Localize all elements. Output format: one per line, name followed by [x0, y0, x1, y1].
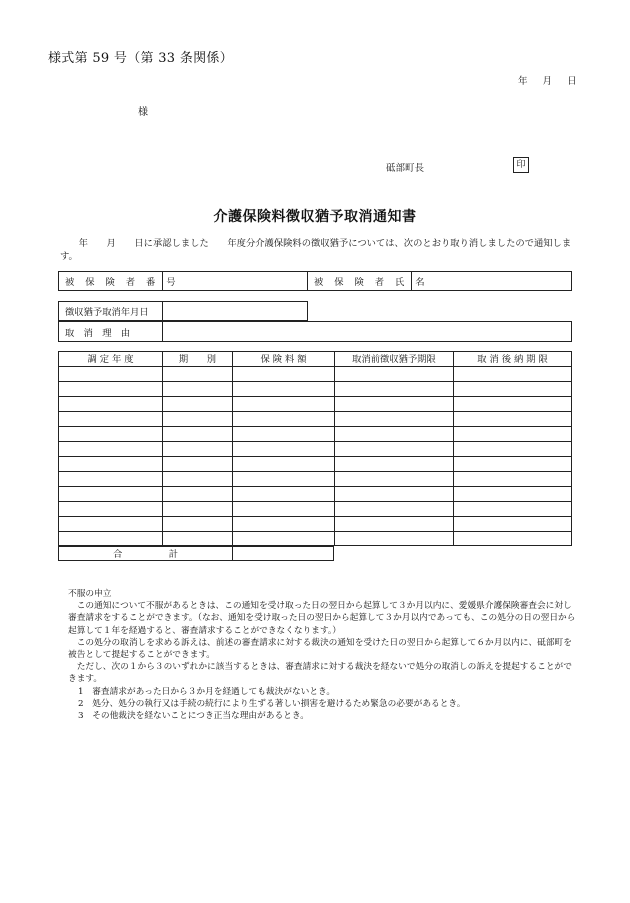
detail-cell[interactable]: [232, 531, 334, 546]
objection-paragraph: この通知について不服があるときは、この通知を受け取った日の翌日から起算して３か月以内に、愛媛県介護保険審査会に対し審査請求をすることができます。（なお、通知を受け取った日の翌日から起算して３か月以内であっても、この処分の日の翌日から起算して１年を経過すると、審査請求することができなくなります。）: [68, 601, 576, 636]
detail-row: [58, 381, 572, 396]
detail-cell[interactable]: [162, 396, 232, 411]
detail-cell[interactable]: [162, 531, 232, 546]
detail-row: [58, 516, 572, 531]
detail-cell[interactable]: [453, 531, 572, 546]
detail-row: [58, 396, 572, 411]
detail-header-cell: 期 別: [162, 351, 232, 366]
objection-heading: 不服の申立: [68, 589, 112, 599]
insured-name-label: 被 保 険 者 氏 名: [308, 272, 412, 291]
detail-cell[interactable]: [58, 441, 162, 456]
detail-cell[interactable]: [232, 381, 334, 396]
objection-item: 3 その他裁決を経ないことにつき正当な理由があるとき。: [78, 711, 309, 722]
detail-cell[interactable]: [58, 516, 162, 531]
detail-cell[interactable]: [232, 501, 334, 516]
detail-total-row: [58, 546, 572, 561]
detail-cell[interactable]: [232, 396, 334, 411]
detail-table: [58, 351, 572, 561]
detail-cell[interactable]: [453, 441, 572, 456]
detail-cell[interactable]: [162, 381, 232, 396]
detail-cell[interactable]: [334, 381, 453, 396]
detail-header-cell: 取消前徴収猶予期限: [334, 351, 453, 366]
detail-cell[interactable]: [58, 456, 162, 471]
detail-cell[interactable]: [453, 516, 572, 531]
detail-cell[interactable]: [334, 441, 453, 456]
date-year-label: 年: [518, 76, 528, 87]
detail-cell[interactable]: [58, 366, 162, 381]
detail-row: [58, 501, 572, 516]
detail-row: [58, 366, 572, 381]
detail-row: [58, 486, 572, 501]
cancel-date-label: 徴収猶予取消年月日: [59, 302, 163, 321]
document-title: 介護保険料徴収猶予取消通知書: [213, 209, 417, 225]
insured-name-field[interactable]: [412, 272, 572, 291]
detail-cell[interactable]: [162, 411, 232, 426]
reason-table: [58, 321, 572, 342]
detail-header-cell: 保 険 料 額: [232, 351, 334, 366]
reason-label: 取 消 理 由: [59, 322, 163, 342]
detail-cell[interactable]: [232, 366, 334, 381]
objection-section: [68, 588, 578, 722]
detail-cell[interactable]: [334, 501, 453, 516]
objection-paragraph: この処分の取消しを求める訴えは、前述の審査請求に対する裁決の通知を受けた日の翌日から起算して６か月以内に、砥部町を被告として提起することができます。: [68, 637, 572, 661]
detail-cell[interactable]: [334, 411, 453, 426]
form-number: 様式第 59 号（第 33 条関係）: [48, 51, 234, 66]
cancel-date-field[interactable]: [163, 302, 308, 321]
addressee-suffix: 様: [138, 107, 148, 118]
date-day-label: 日: [567, 76, 577, 87]
detail-cell[interactable]: [453, 426, 572, 441]
detail-cell[interactable]: [453, 501, 572, 516]
detail-cell[interactable]: [334, 516, 453, 531]
insured-number-field[interactable]: [163, 272, 308, 291]
detail-cell[interactable]: [232, 411, 334, 426]
detail-cell[interactable]: [58, 471, 162, 486]
detail-cell[interactable]: [162, 486, 232, 501]
detail-cell[interactable]: [334, 396, 453, 411]
detail-row: [58, 456, 572, 471]
issuer: 砥部町長: [386, 163, 425, 174]
detail-cell[interactable]: [162, 366, 232, 381]
objection-item: 1 審査請求があった日から３か月を経過しても裁決がないとき。: [78, 686, 336, 697]
date-month-label: 月: [542, 76, 553, 87]
detail-header-cell: 調 定 年 度: [58, 351, 162, 366]
detail-row: [58, 411, 572, 426]
detail-cell[interactable]: [58, 501, 162, 516]
detail-cell[interactable]: [162, 501, 232, 516]
detail-cell[interactable]: [232, 486, 334, 501]
seal-box: 印: [513, 157, 529, 173]
total-label: 合 計: [58, 546, 232, 561]
date-line: [518, 73, 589, 87]
detail-cell[interactable]: [334, 426, 453, 441]
detail-cell[interactable]: [453, 381, 572, 396]
detail-cell[interactable]: [334, 471, 453, 486]
detail-row: [58, 426, 572, 441]
reason-field[interactable]: [163, 322, 572, 342]
detail-cell[interactable]: [162, 516, 232, 531]
detail-cell[interactable]: [453, 396, 572, 411]
detail-cell[interactable]: [232, 516, 334, 531]
total-amount-cell[interactable]: [232, 546, 334, 561]
detail-cell[interactable]: [453, 486, 572, 501]
detail-header-row: [58, 351, 572, 366]
detail-cell[interactable]: [453, 456, 572, 471]
objection-paragraph: ただし、次の１から３のいずれかに該当するときは、審査請求に対する裁決を経ないで処分の取消しの訴えを提起することができます。: [68, 662, 572, 685]
detail-cell[interactable]: [453, 471, 572, 486]
detail-row: [58, 471, 572, 486]
detail-cell[interactable]: [453, 366, 572, 381]
detail-cell[interactable]: [232, 426, 334, 441]
detail-cell[interactable]: [453, 411, 572, 426]
detail-cell[interactable]: [58, 531, 162, 546]
detail-cell[interactable]: [334, 456, 453, 471]
detail-cell[interactable]: [232, 456, 334, 471]
detail-row: [58, 531, 572, 546]
objection-item: 2 処分、処分の執行又は手続の続行により生ずる著しい損害を避けるため緊急の必要があるとき。: [78, 698, 466, 709]
detail-cell[interactable]: [334, 486, 453, 501]
detail-cell[interactable]: [162, 426, 232, 441]
detail-cell[interactable]: [58, 486, 162, 501]
detail-row: [58, 441, 572, 456]
detail-cell[interactable]: [162, 456, 232, 471]
detail-cell[interactable]: [232, 441, 334, 456]
detail-cell[interactable]: [58, 381, 162, 396]
cancel-date-table: [58, 301, 308, 321]
detail-cell[interactable]: [58, 426, 162, 441]
detail-cell[interactable]: [334, 366, 453, 381]
detail-cell[interactable]: [162, 471, 232, 486]
detail-cell[interactable]: [58, 411, 162, 426]
detail-cell[interactable]: [58, 396, 162, 411]
insured-number-label: 被 保 険 者 番 号: [59, 272, 163, 291]
detail-header-cell: 取 消 後 納 期 限: [453, 351, 572, 366]
detail-cell[interactable]: [334, 531, 453, 546]
insured-info-table: [58, 271, 572, 291]
intro-text: 年 月 日に承認しました 年度分介護保険料の徴収猶予については、次のとおり取り消しましたので通知します。: [60, 238, 572, 262]
detail-cell[interactable]: [232, 471, 334, 486]
detail-cell[interactable]: [162, 441, 232, 456]
